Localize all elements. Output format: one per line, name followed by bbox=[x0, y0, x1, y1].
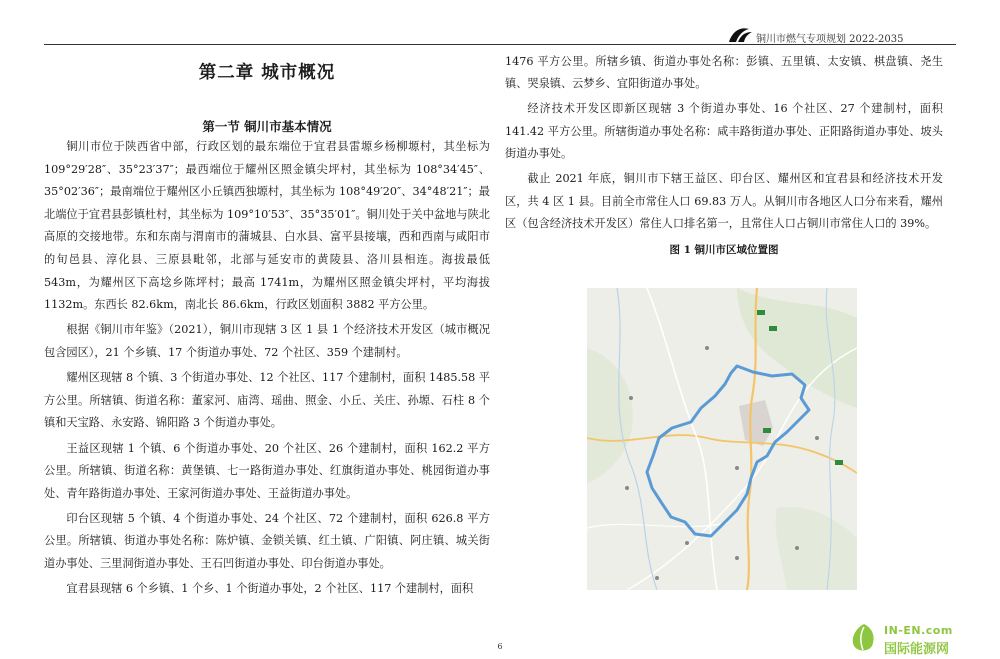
highway-marker-icon bbox=[757, 310, 765, 315]
page-number: 6 bbox=[497, 642, 503, 651]
town-marker-icon bbox=[685, 541, 689, 545]
highway-marker-icon bbox=[835, 460, 843, 465]
highway-marker-icon bbox=[763, 428, 771, 433]
town-marker-icon bbox=[795, 546, 799, 550]
town-marker-icon bbox=[629, 396, 633, 400]
map-graphic bbox=[587, 288, 857, 590]
header-title: 铜川市燃气专项规划 2022-2035 bbox=[756, 34, 904, 45]
town-marker-icon bbox=[655, 576, 659, 580]
town-marker-icon bbox=[735, 556, 739, 560]
town-marker-icon bbox=[705, 346, 709, 350]
planning-logo-icon bbox=[727, 26, 753, 44]
town-marker-icon bbox=[625, 486, 629, 490]
watermark bbox=[848, 620, 998, 658]
paragraph-yijun-continued: 1476 平方公里。所辖乡镇、街道办事处名称：彭镇、五里镇、太安镇、棋盘镇、尧生镇、哭泉镇、云梦乡、宜阳街道办事处。 bbox=[505, 55, 943, 91]
section-title: 第一节 铜川市基本情况 bbox=[202, 119, 332, 134]
paragraph-administration: 根据《铜川市年鉴》（2021），铜川市现辖 3 区 1 县 1 个经济技术开发区（城市概况包含园区），21 个乡镇、17 个街道办事处、72 个社区、359 个建制村。 bbox=[44, 323, 490, 359]
figure-caption: 图 1 铜川市区域位置图 bbox=[669, 244, 779, 257]
highway-marker-icon bbox=[769, 326, 777, 331]
paragraph-yintai: 印台区现辖 5 个镇、4 个街道办事处、24 个社区、72 个建制村，面积 626.8 平方公里。所辖镇、街道办事处名称：陈炉镇、金锁关镇、红土镇、广阳镇、阿庄镇、城关街道办事处、三里洞街道办事处、王石凹街道办事处、印台街道办事处。 bbox=[44, 511, 490, 571]
location-map bbox=[587, 288, 857, 590]
right-column bbox=[505, 51, 943, 259]
paragraph-yaozhou: 耀州区现辖 8 个镇、3 个街道办事处、12 个社区、117 个建制村，面积 1485.58 平方公里。所辖镇、街道名称：董家河、庙湾、瑶曲、照金、小丘、关庄、孙塬、石柱 8 个镇和天宝路、永安路、锦阳路 3 个街道办事处。 bbox=[44, 371, 490, 430]
chapter-title: 第二章 城市概况 bbox=[198, 63, 336, 83]
paragraph-development-zone: 经济技术开发区即新区现辖 3 个街道办事处、16 个社区、27 个建制村，面积 141.42 平方公里。所辖街道办事处名称：咸丰路街道办事处、正阳路街道办事处、坡头街道办事处。 bbox=[505, 102, 943, 161]
watermark-name: 国际能源网 bbox=[884, 642, 950, 657]
watermark-site: IN-EN.com bbox=[884, 624, 953, 637]
paragraph-population: 截止 2021 年底，铜川市下辖王益区、印台区、耀州区和宜君县和经济技术开发区，共 4 区 1 县。目前全市常住人口 69.83 万人。从铜川市各地区人口分布来看，耀州区（包含经济技术开发区）常住人口排名第一，且常住人口占铜川市常住人口的 39%。 bbox=[505, 172, 943, 231]
town-marker-icon bbox=[815, 436, 819, 440]
paragraph-location: 铜川市位于陕西省中部，行政区划的最东端位于宜君县雷塬乡杨柳塬村，其坐标为 109°29′28″、35°23′37″；最西端位于耀州区照金镇尖坪村，其坐标为 108°34′45″、35°02′36″；最南端位于耀州区小丘镇西独塬村，其坐标为 108°49′20″、34°48′21″；最北端位于宜君县彭镇杜村，其坐标为 109°10′53″、35°35′01″。铜川处于关中盆地与陕北高原的交接地带。东和东南与渭南市的蒲城县、白水县、富平县接壤，西和西南与咸阳市的旬邑县、淳化县、三原县毗邻，北部与延安市的黄陵县、洛川县相连。海拔最低 543m，为耀州区下高埝乡陈坪村；最高 1741m，为耀州区照金镇尖坪村，平均海拔 1132m。东西长 82.6km，南北长 86.6km，行政区划面积 3882 平方公里。 bbox=[44, 140, 490, 312]
left-column bbox=[44, 56, 490, 601]
leaf-logo-icon bbox=[848, 622, 880, 654]
town-marker-icon bbox=[735, 466, 739, 470]
header-rule bbox=[44, 44, 956, 45]
paragraph-wangyi: 王益区现辖 1 个镇、6 个街道办事处、20 个社区、26 个建制村，面积 162.2 平方公里。所辖镇、街道名称：黄堡镇、七一路街道办事处、红旗街道办事处、桃园街道办事处、青年路街道办事处、王家河街道办事处、王益街道办事处。 bbox=[44, 441, 490, 500]
paragraph-yijun: 宜君县现辖 6 个乡镇、1 个乡、1 个街道办事处，2 个社区、117 个建制村，面积 bbox=[66, 582, 474, 596]
